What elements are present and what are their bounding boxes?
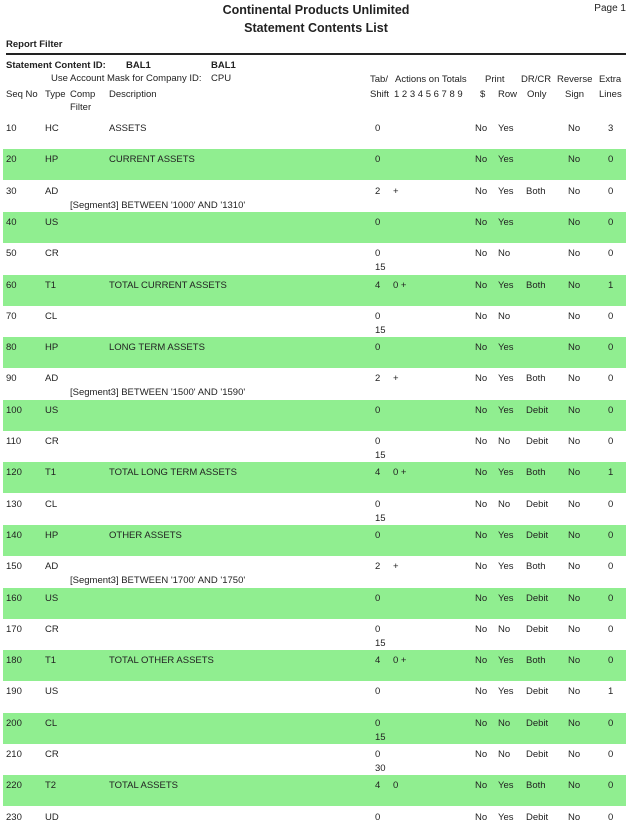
column-header-type: Type	[45, 89, 66, 100]
drcr-only-cell: Debit	[526, 404, 549, 416]
table-row	[3, 337, 626, 368]
print-row-cell: Yes	[498, 780, 514, 792]
description-cell: TOTAL OTHER ASSETS	[109, 655, 214, 667]
print-row-cell: No	[498, 623, 511, 635]
drcr-only-cell: Both	[526, 561, 546, 573]
description-cell: TOTAL LONG TERM ASSETS	[109, 467, 237, 479]
seq-no-cell: 120	[6, 467, 22, 479]
type-cell: CR	[45, 248, 59, 260]
seq-no-cell: 220	[6, 780, 22, 792]
seq-no-cell: 190	[6, 686, 22, 698]
print-row-cell: Yes	[498, 529, 514, 541]
table-row	[3, 368, 626, 399]
type-cell: CR	[45, 623, 59, 635]
type-cell: AD	[45, 561, 59, 573]
print-dollar-cell: No	[475, 154, 488, 166]
account-mask-value: CPU	[211, 73, 232, 84]
extra-lines-cell: 0	[608, 373, 614, 385]
report-title: Statement Contents List	[244, 21, 388, 35]
drcr-only-cell: Debit	[526, 811, 549, 823]
reverse-sign-cell: No	[568, 655, 581, 667]
extra-lines-cell: 0	[608, 216, 614, 228]
seq-no-cell: 170	[6, 623, 22, 635]
print-row-cell: Yes	[498, 216, 514, 228]
table-row	[3, 619, 626, 650]
table-row	[3, 650, 626, 681]
table-row	[3, 118, 626, 149]
reverse-sign-cell: No	[568, 467, 581, 479]
print-dollar-cell: No	[475, 185, 488, 197]
page-number: Page 1	[594, 3, 626, 14]
tab-shift-extra-cell: 30	[375, 763, 386, 774]
table-row	[3, 744, 626, 775]
seq-no-cell: 40	[6, 216, 17, 228]
description-cell: ASSETS	[109, 123, 147, 134]
seq-no-cell: 100	[6, 404, 22, 416]
content-id-label: Statement Content ID:	[6, 60, 106, 71]
description-cell: TOTAL CURRENT ASSETS	[109, 279, 227, 291]
print-row-cell: Yes	[498, 655, 514, 667]
print-dollar-cell: No	[475, 529, 488, 541]
table-row	[3, 431, 626, 462]
tab-shift-cell: 4	[375, 655, 381, 667]
tab-shift-cell: 0	[375, 216, 381, 228]
seq-no-cell: 150	[6, 561, 22, 573]
seq-no-cell: 70	[6, 310, 17, 322]
type-cell: T1	[45, 467, 57, 479]
tab-shift-extra-cell: 15	[375, 450, 386, 461]
tab-shift-cell: 0	[375, 123, 381, 134]
description-cell: LONG TERM ASSETS	[109, 342, 205, 354]
column-header-print: Print	[485, 74, 505, 85]
actions-cell: 0 +	[393, 279, 407, 291]
tab-shift-cell: 0	[375, 623, 381, 635]
reverse-sign-cell: No	[568, 717, 581, 729]
reverse-sign-cell: No	[568, 592, 581, 604]
table-row	[3, 807, 626, 838]
type-cell: HP	[45, 529, 59, 541]
print-dollar-cell: No	[475, 623, 488, 635]
seq-no-cell: 130	[6, 498, 22, 510]
column-header-filter: Filter	[70, 102, 92, 113]
comp-filter-cell: [Segment3] BETWEEN '1000' AND '1310'	[70, 199, 246, 211]
print-dollar-cell: No	[475, 310, 488, 322]
column-header-digits: 1 2 3 4 5 6 7 8 9	[394, 89, 463, 100]
drcr-only-cell: Both	[526, 467, 546, 479]
type-cell: T1	[45, 655, 57, 667]
table-row	[3, 556, 626, 587]
print-row-cell: No	[498, 248, 511, 260]
column-header-seq: Seq No	[6, 89, 38, 100]
reverse-sign-cell: No	[568, 529, 581, 541]
column-header-description: Description	[109, 89, 157, 100]
seq-no-cell: 140	[6, 529, 22, 541]
column-header-drcr: DR/CR	[521, 74, 552, 85]
actions-cell: 0	[393, 780, 399, 792]
extra-lines-cell: 0	[608, 592, 614, 604]
column-header-reverse: Reverse	[557, 74, 593, 85]
table-row	[3, 149, 626, 180]
actions-cell: +	[393, 185, 399, 197]
print-row-cell: Yes	[498, 811, 514, 823]
type-cell: T1	[45, 279, 57, 291]
reverse-sign-cell: No	[568, 811, 581, 823]
print-row-cell: Yes	[498, 404, 514, 416]
seq-no-cell: 50	[6, 248, 17, 260]
description-cell: TOTAL ASSETS	[109, 780, 178, 792]
table-row	[3, 681, 626, 712]
type-cell: HP	[45, 154, 59, 166]
drcr-only-cell: Debit	[526, 529, 549, 541]
tab-shift-cell: 0	[375, 717, 381, 729]
tab-shift-cell: 4	[375, 279, 381, 291]
table-row	[3, 775, 626, 806]
print-row-cell: No	[498, 436, 511, 447]
print-dollar-cell: No	[475, 592, 488, 604]
tab-shift-cell: 0	[375, 404, 381, 416]
extra-lines-cell: 0	[608, 498, 614, 510]
drcr-only-cell: Debit	[526, 623, 549, 635]
reverse-sign-cell: No	[568, 342, 581, 354]
print-row-cell: Yes	[498, 592, 514, 604]
extra-lines-cell: 0	[608, 529, 614, 541]
print-row-cell: No	[498, 749, 511, 760]
tab-shift-cell: 0	[375, 811, 381, 823]
print-dollar-cell: No	[475, 216, 488, 228]
extra-lines-cell: 0	[608, 717, 614, 729]
drcr-only-cell: Both	[526, 373, 546, 385]
table-row	[3, 494, 626, 525]
reverse-sign-cell: No	[568, 248, 581, 260]
extra-lines-cell: 1	[608, 467, 614, 479]
column-header-extra: Extra	[599, 74, 622, 85]
print-dollar-cell: No	[475, 655, 488, 667]
print-row-cell: Yes	[498, 279, 514, 291]
table-row	[3, 713, 626, 744]
print-dollar-cell: No	[475, 123, 488, 134]
extra-lines-cell: 3	[608, 123, 614, 134]
actions-cell: 0 +	[393, 467, 407, 479]
table-row	[3, 588, 626, 619]
print-dollar-cell: No	[475, 749, 488, 760]
extra-lines-cell: 0	[608, 342, 614, 354]
drcr-only-cell: Both	[526, 655, 546, 667]
actions-cell: 0 +	[393, 655, 407, 667]
print-dollar-cell: No	[475, 717, 488, 729]
print-dollar-cell: No	[475, 467, 488, 479]
drcr-only-cell: Both	[526, 279, 546, 291]
extra-lines-cell: 0	[608, 811, 614, 823]
drcr-only-cell: Both	[526, 780, 546, 792]
type-cell: HC	[45, 123, 59, 134]
column-header-sign: Sign	[565, 89, 585, 100]
type-cell: CR	[45, 436, 59, 447]
extra-lines-cell: 0	[608, 436, 614, 447]
tab-shift-extra-cell: 15	[375, 512, 386, 524]
print-dollar-cell: No	[475, 436, 488, 447]
extra-lines-cell: 1	[608, 686, 614, 698]
seq-no-cell: 30	[6, 185, 17, 197]
table-row	[3, 275, 626, 306]
type-cell: US	[45, 216, 59, 228]
tab-shift-cell: 0	[375, 248, 381, 260]
report-filter-label: Report Filter	[6, 39, 63, 50]
tab-shift-cell: 2	[375, 185, 381, 197]
type-cell: US	[45, 404, 59, 416]
tab-shift-cell: 0	[375, 749, 381, 760]
type-cell: HP	[45, 342, 59, 354]
print-row-cell: Yes	[498, 154, 514, 166]
column-header-actions: Actions on Totals	[395, 74, 467, 85]
report-company: Continental Products Unlimited	[222, 3, 410, 17]
tab-shift-cell: 0	[375, 686, 381, 698]
extra-lines-cell: 0	[608, 248, 614, 260]
type-cell: T2	[45, 780, 57, 792]
extra-lines-cell: 0	[608, 749, 614, 760]
reverse-sign-cell: No	[568, 561, 581, 573]
comp-filter-cell: [Segment3] BETWEEN '1700' AND '1750'	[70, 575, 246, 587]
type-cell: US	[45, 686, 59, 698]
type-cell: UD	[45, 811, 59, 823]
reverse-sign-cell: No	[568, 310, 581, 322]
print-dollar-cell: No	[475, 561, 488, 573]
seq-no-cell: 90	[6, 373, 17, 385]
print-row-cell: No	[498, 310, 511, 322]
tab-shift-extra-cell: 15	[375, 324, 386, 336]
reverse-sign-cell: No	[568, 498, 581, 510]
reverse-sign-cell: No	[568, 185, 581, 197]
table-row	[3, 243, 626, 274]
type-cell: AD	[45, 185, 59, 197]
drcr-only-cell: Debit	[526, 686, 549, 698]
extra-lines-cell: 0	[608, 623, 614, 635]
drcr-only-cell: Debit	[526, 717, 549, 729]
print-row-cell: Yes	[498, 686, 514, 698]
type-cell: US	[45, 592, 59, 604]
extra-lines-cell: 0	[608, 561, 614, 573]
print-row-cell: Yes	[498, 467, 514, 479]
print-row-cell: Yes	[498, 373, 514, 385]
content-id-value: BAL1	[126, 60, 151, 71]
type-cell: CL	[45, 310, 58, 322]
print-dollar-cell: No	[475, 279, 488, 291]
reverse-sign-cell: No	[568, 749, 581, 760]
tab-shift-cell: 0	[375, 529, 381, 541]
extra-lines-cell: 0	[608, 404, 614, 416]
reverse-sign-cell: No	[568, 436, 581, 447]
type-cell: CR	[45, 749, 59, 760]
print-row-cell: No	[498, 717, 511, 729]
column-header-dollar: $	[480, 89, 486, 100]
extra-lines-cell: 0	[608, 185, 614, 197]
seq-no-cell: 180	[6, 655, 22, 667]
column-header-shift: Shift	[370, 89, 390, 100]
print-dollar-cell: No	[475, 404, 488, 416]
print-dollar-cell: No	[475, 373, 488, 385]
column-header-only: Only	[527, 89, 547, 100]
print-row-cell: Yes	[498, 185, 514, 197]
tab-shift-cell: 0	[375, 436, 381, 447]
drcr-only-cell: Debit	[526, 592, 549, 604]
table-row	[3, 400, 626, 431]
column-header-tab: Tab/	[370, 74, 388, 85]
comp-filter-cell: [Segment3] BETWEEN '1500' AND '1590'	[70, 387, 246, 399]
print-dollar-cell: No	[475, 498, 488, 510]
seq-no-cell: 80	[6, 342, 17, 354]
table-row	[3, 212, 626, 243]
print-dollar-cell: No	[475, 811, 488, 823]
seq-no-cell: 10	[6, 123, 17, 134]
reverse-sign-cell: No	[568, 686, 581, 698]
table-row	[3, 181, 626, 212]
extra-lines-cell: 0	[608, 655, 614, 667]
reverse-sign-cell: No	[568, 279, 581, 291]
drcr-only-cell: Debit	[526, 436, 549, 447]
print-dollar-cell: No	[475, 686, 488, 698]
type-cell: AD	[45, 373, 59, 385]
seq-no-cell: 200	[6, 717, 22, 729]
description-cell: OTHER ASSETS	[109, 529, 182, 541]
reverse-sign-cell: No	[568, 373, 581, 385]
seq-no-cell: 160	[6, 592, 22, 604]
drcr-only-cell: Debit	[526, 498, 549, 510]
reverse-sign-cell: No	[568, 123, 581, 134]
account-mask-label: Use Account Mask for Company ID:	[51, 73, 202, 84]
print-row-cell: No	[498, 498, 511, 510]
seq-no-cell: 20	[6, 154, 17, 166]
reverse-sign-cell: No	[568, 154, 581, 166]
print-row-cell: Yes	[498, 123, 514, 134]
table-row	[3, 525, 626, 556]
tab-shift-cell: 0	[375, 498, 381, 510]
seq-no-cell: 110	[6, 436, 22, 447]
seq-no-cell: 210	[6, 749, 22, 760]
table-row	[3, 462, 626, 493]
extra-lines-cell: 0	[608, 154, 614, 166]
table-row	[3, 306, 626, 337]
tab-shift-cell: 0	[375, 154, 381, 166]
tab-shift-cell: 0	[375, 310, 381, 322]
reverse-sign-cell: No	[568, 623, 581, 635]
tab-shift-extra-cell: 15	[375, 262, 386, 274]
content-id-value-2: BAL1	[211, 60, 236, 71]
reverse-sign-cell: No	[568, 216, 581, 228]
tab-shift-extra-cell: 15	[375, 731, 386, 743]
extra-lines-cell: 0	[608, 310, 614, 322]
print-row-cell: Yes	[498, 342, 514, 354]
extra-lines-cell: 0	[608, 780, 614, 792]
type-cell: CL	[45, 498, 58, 510]
drcr-only-cell: Both	[526, 185, 546, 197]
column-header-lines: Lines	[599, 89, 622, 100]
print-dollar-cell: No	[475, 780, 488, 792]
actions-cell: +	[393, 373, 399, 385]
extra-lines-cell: 1	[608, 279, 614, 291]
type-cell: CL	[45, 717, 58, 729]
actions-cell: +	[393, 561, 399, 573]
print-dollar-cell: No	[475, 342, 488, 354]
print-row-cell: Yes	[498, 561, 514, 573]
tab-shift-extra-cell: 15	[375, 637, 386, 649]
column-header-comp: Comp	[70, 89, 96, 100]
reverse-sign-cell: No	[568, 404, 581, 416]
tab-shift-cell: 4	[375, 467, 381, 479]
description-cell: CURRENT ASSETS	[109, 154, 195, 166]
seq-no-cell: 60	[6, 279, 17, 291]
tab-shift-cell: 0	[375, 592, 381, 604]
print-dollar-cell: No	[475, 248, 488, 260]
tab-shift-cell: 0	[375, 342, 381, 354]
seq-no-cell: 230	[6, 811, 22, 823]
tab-shift-cell: 4	[375, 780, 381, 792]
header-rule	[6, 53, 626, 55]
tab-shift-cell: 2	[375, 561, 381, 573]
column-header-row: Row	[498, 89, 518, 100]
reverse-sign-cell: No	[568, 780, 581, 792]
drcr-only-cell: Debit	[526, 749, 549, 760]
tab-shift-cell: 2	[375, 373, 381, 385]
